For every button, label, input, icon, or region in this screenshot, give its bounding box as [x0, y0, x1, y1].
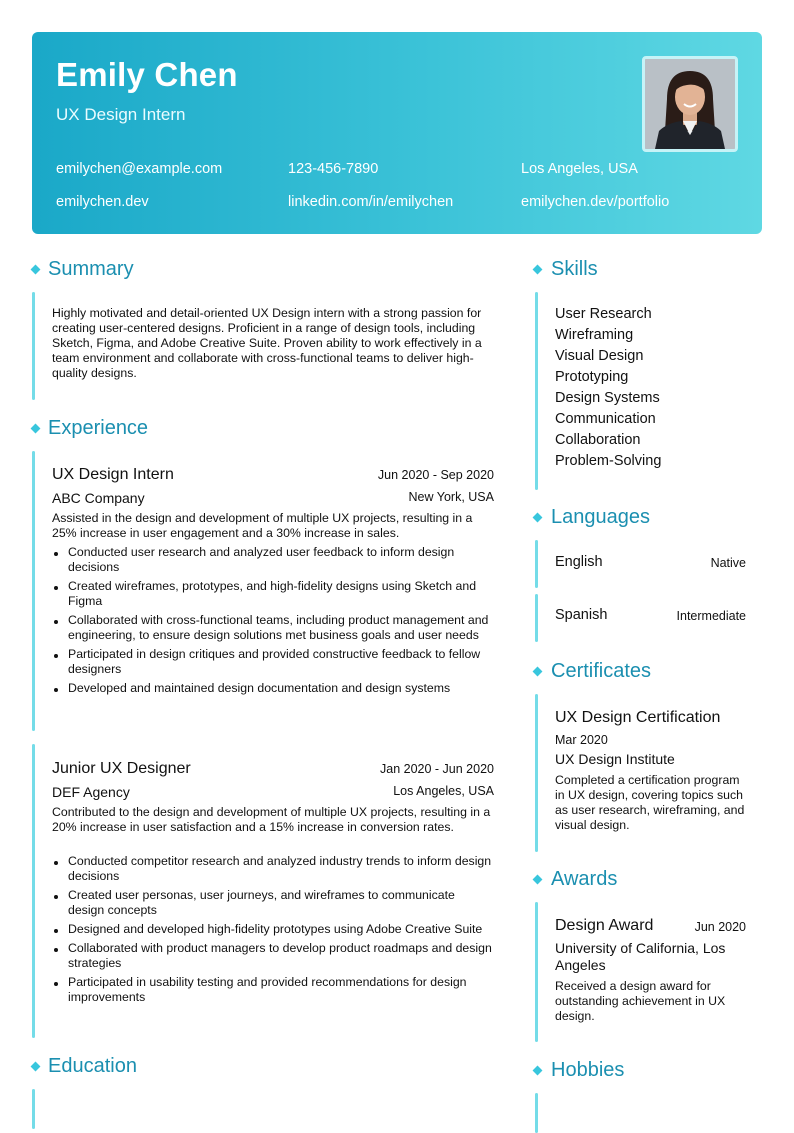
award-accent-bar: [535, 902, 538, 1042]
summary-text: Highly motivated and detail-oriented UX Design intern with a strong passion for creating user-centered designs. Proficient in a range of design tools, including Sketch, Figma, and Adobe Creative Suite. Proven ability to work effectively in a team environment and collaborate with cross-functional teams to deliver high-quality designs.: [52, 306, 482, 380]
language-1-accent-bar: [535, 540, 538, 588]
job-1-bullet: Conducted user research and analyzed user feedback to inform design decisions: [52, 545, 492, 575]
job-2-title: Junior UX Designer: [52, 760, 191, 777]
job-2-bullet: Conducted competitor research and analyzed industry trends to inform design decisions: [52, 854, 492, 884]
skill-item: Collaboration: [555, 432, 641, 448]
job-1-bullet: Participated in design critiques and provided constructive feedback to fellow designers: [52, 647, 492, 677]
job-2-accent-bar: [32, 744, 35, 1038]
education-accent-bar: [32, 1089, 35, 1129]
languages-diamond-icon: [533, 513, 543, 523]
hobbies-diamond-icon: [533, 1066, 543, 1076]
job-1-dates: Jun 2020 - Sep 2020: [377, 468, 494, 482]
experience-heading: Experience: [48, 417, 149, 439]
language-name: Spanish: [555, 607, 608, 623]
contact-linkedin[interactable]: linkedin.com/in/emilychen: [288, 194, 454, 210]
job-2-company: DEF Agency: [52, 784, 130, 800]
job-1-title: UX Design Intern: [52, 466, 174, 483]
skills-heading: Skills: [551, 258, 598, 280]
award-date: Jun 2020: [694, 920, 746, 934]
hobbies-heading: Hobbies: [551, 1059, 625, 1081]
job-2-bullets: [52, 854, 492, 1009]
job-1-bullet: Collaborated with cross-functional teams, including product management and engineering, to ensure design solutions met business goals and user needs: [52, 613, 492, 643]
language-2-accent-bar: [535, 594, 538, 642]
job-2-dates: Jan 2020 - Jun 2020: [380, 762, 494, 776]
skills-diamond-icon: [533, 265, 543, 275]
job-1-bullet: Created wireframes, prototypes, and high-fidelity designs using Sketch and Figma: [52, 579, 492, 609]
education-heading: Education: [48, 1055, 137, 1077]
skill-item: Design Systems: [555, 390, 660, 406]
award-issuer: University of California, Los Angeles: [555, 940, 726, 973]
job-2-bullet: Participated in usability testing and provided recommendations for design improvements: [52, 975, 492, 1005]
job-1-description: Assisted in the design and development of multiple UX projects, resulting in a 25% increase in user engagement and a 30% increase in sales.: [52, 511, 473, 540]
job-1-location: New York, USA: [408, 490, 494, 504]
candidate-name: Emily Chen: [56, 56, 238, 93]
education-diamond-icon: [31, 1062, 41, 1072]
job-2-bullet: Collaborated with product managers to develop product roadmaps and design strategies: [52, 941, 492, 971]
summary-accent-bar: [32, 292, 35, 400]
skill-item: Visual Design: [555, 348, 644, 364]
language-level: Intermediate: [676, 609, 746, 623]
contact-portfolio[interactable]: emilychen.dev/portfolio: [521, 194, 670, 210]
language-name: English: [555, 554, 603, 570]
certificate-description: Completed a certification program in UX design, covering topics such as user research, wireframing, and visual design.: [555, 773, 745, 832]
certificate-issuer: UX Design Institute: [555, 751, 675, 767]
job-1-bullets: [52, 545, 492, 700]
certificates-heading: Certificates: [551, 660, 652, 682]
experience-diamond-icon: [31, 424, 41, 434]
job-2-location: Los Angeles, USA: [393, 784, 494, 798]
job-1-company: ABC Company: [52, 490, 145, 506]
awards-heading: Awards: [551, 868, 618, 890]
skill-item: Communication: [555, 411, 656, 427]
contact-phone[interactable]: 123-456-7890: [288, 161, 379, 177]
skill-item: Problem-Solving: [555, 453, 662, 469]
language-level: Native: [710, 556, 746, 570]
resume-header: [32, 32, 762, 234]
award-description: Received a design award for outstanding achievement in UX design.: [555, 979, 726, 1023]
skills-accent-bar: [535, 292, 538, 490]
summary-heading: Summary: [48, 258, 134, 280]
certificate-accent-bar: [535, 694, 538, 852]
job-2-bullet: Created user personas, user journeys, and wireframes to communicate design concepts: [52, 888, 492, 918]
profile-photo: [642, 56, 738, 152]
contact-email[interactable]: emilychen@example.com: [56, 161, 223, 177]
certificate-name: UX Design Certification: [555, 709, 721, 726]
candidate-role: UX Design Intern: [56, 105, 186, 124]
job-2-bullet: Designed and developed high-fidelity prototypes using Adobe Creative Suite: [52, 922, 492, 937]
hobbies-accent-bar: [535, 1093, 538, 1133]
skill-item: Wireframing: [555, 327, 634, 343]
awards-diamond-icon: [533, 875, 543, 885]
award-name: Design Award: [555, 917, 654, 934]
contact-website[interactable]: emilychen.dev: [56, 194, 149, 210]
profile-photo-icon: [645, 59, 735, 149]
job-2-description: Contributed to the design and development of multiple UX projects, resulting in a 20% increase in user satisfaction and a 15% increase in conversion rates.: [52, 805, 491, 834]
summary-diamond-icon: [31, 265, 41, 275]
certificates-diamond-icon: [533, 667, 543, 677]
contact-location: Los Angeles, USA: [521, 161, 638, 177]
skill-item: User Research: [555, 306, 652, 322]
skill-item: Prototyping: [555, 369, 629, 385]
languages-heading: Languages: [551, 506, 650, 528]
job-1-bullet: Developed and maintained design documentation and design systems: [52, 681, 492, 696]
job-1-accent-bar: [32, 451, 35, 731]
certificate-date: Mar 2020: [555, 733, 608, 747]
